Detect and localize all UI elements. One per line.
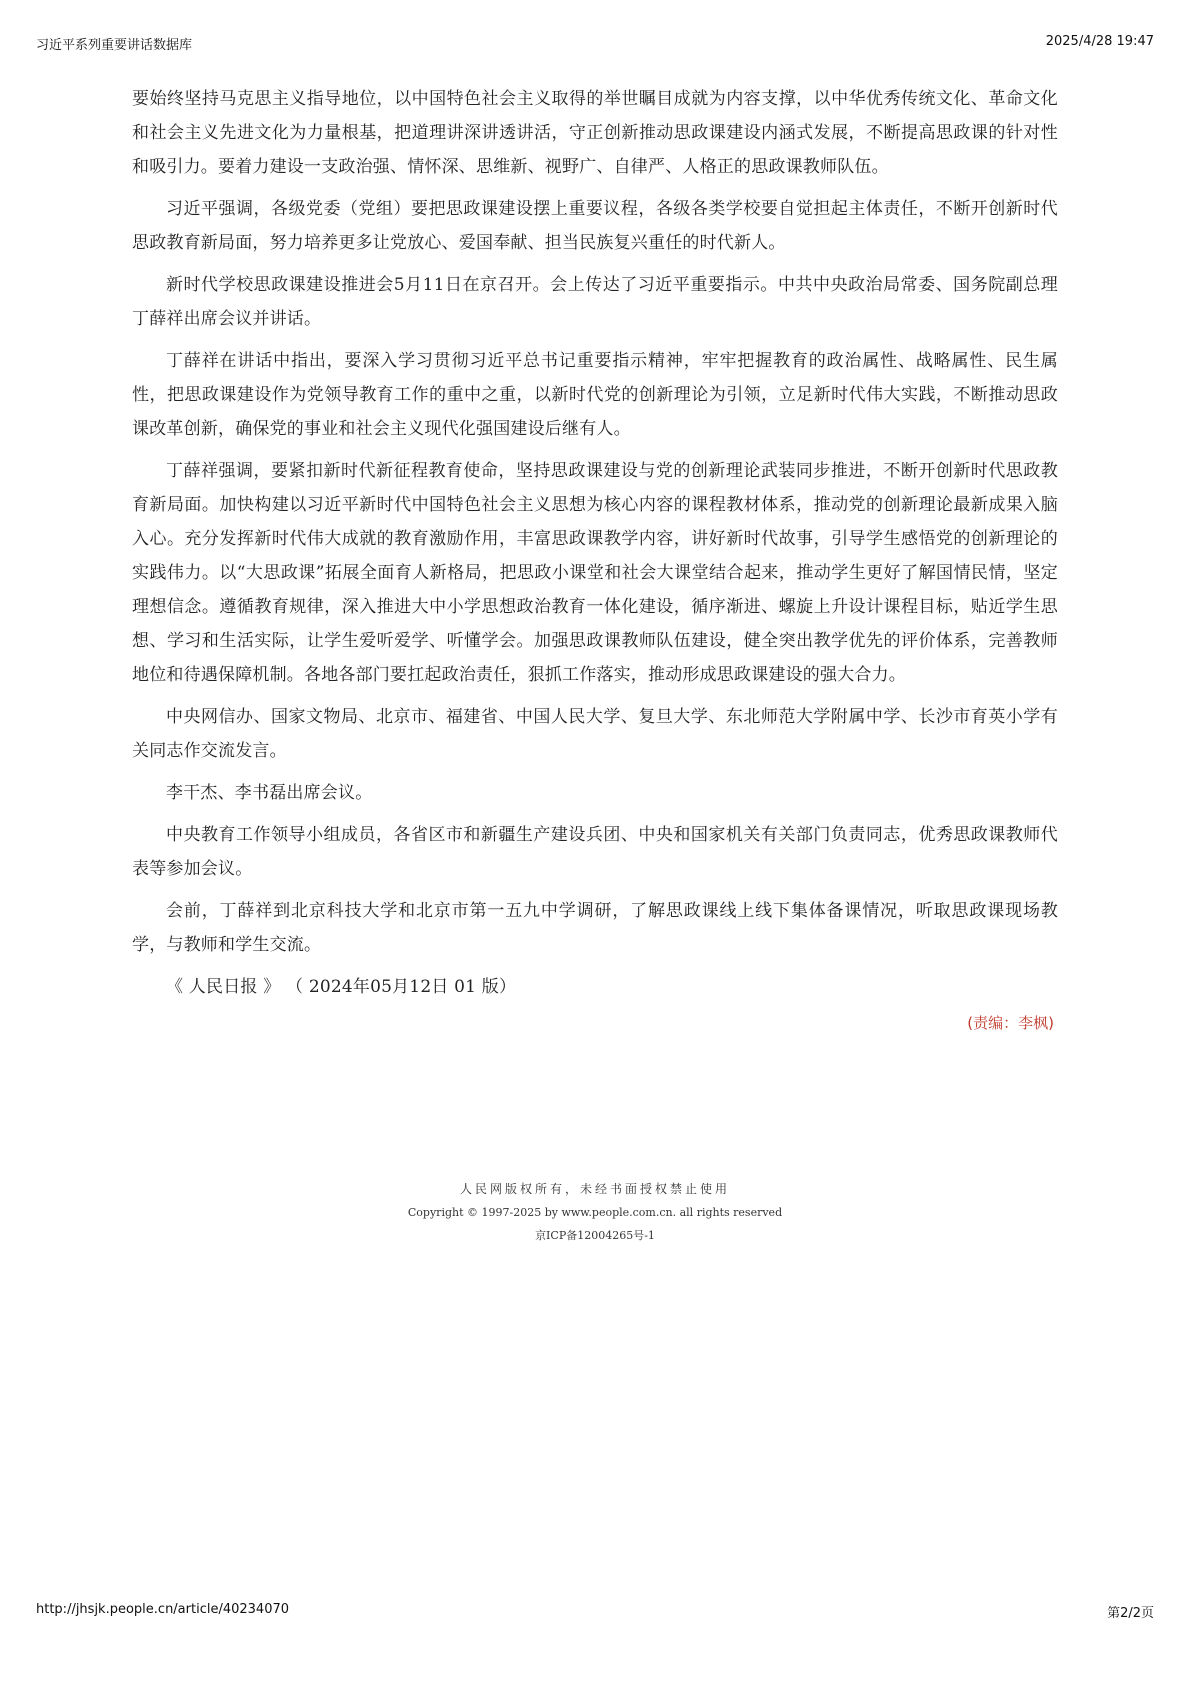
article-paragraph: 李干杰、李书磊出席会议。 [166,783,373,803]
icp-license: 京ICP备12004265号-1 [535,1229,655,1242]
print-footer [36,1602,1154,1621]
article-body [132,82,1058,1033]
people-site-link[interactable]: www.people.com.cn [561,1206,673,1219]
rights-notice: 人民网版权所有，未经书面授权禁止使用 [459,1182,730,1196]
print-header-datetime: 2025/4/28 19:47 [1045,34,1154,49]
print-header [36,34,1154,53]
article-paragraph: 中央网信办、国家文物局、北京市、福建省、中国人民大学、复旦大学、东北师范大学附属中学、长沙市育英小学有关同志作交流发言。 [132,707,1058,761]
copyright-line [0,1202,1190,1224]
article-paragraph: 丁薛祥在讲话中指出，要深入学习贯彻习近平总书记重要指示精神，牢牢把握教育的政治属性、战略属性、民生属性，把思政课建设作为党领导教育工作的重中之重，以新时代党的创新理论为引领，立足新时代伟大实践，不断推动思政课改革创新，确保党的事业和社会主义现代化强国建设后继有人。 [132,351,1058,439]
print-footer-url: http://jhsjk.people.cn/article/40234070 [36,1602,290,1617]
article-paragraph: 新时代学校思政课建设推进会5月11日在京召开。会上传达了习近平重要指示。中共中央政治局常委、国务院副总理丁薛祥出席会议并讲话。 [132,275,1058,329]
article-paragraph: 习近平强调，各级党委（党组）要把思政课建设摆上重要议程，各级各类学校要自觉担起主体责任，不断开创新时代思政教育新局面，努力培养更多让党放心、爱国奉献、担当民族复兴重任的时代新人。 [132,199,1058,253]
site-footer [0,1176,1190,1248]
copyright-suffix: . all rights reserved [672,1206,783,1219]
article-paragraph: 会前，丁薛祥到北京科技大学和北京市第一五九中学调研，了解思政课线上线下集体备课情况，听取思政课现场教学，与教师和学生交流。 [132,901,1058,955]
article-paragraph: 中央教育工作领导小组成员，各省区市和新疆生产建设兵团、中央和国家机关有关部门负责同志，优秀思政课教师代表等参加会议。 [132,825,1058,879]
article-source: 《 人民日报 》 （ 2024年05月12日 01 版） [166,977,517,997]
editor-credit: (责编：李枫) [967,1014,1054,1032]
copyright-prefix: Copyright © 1997-2025 by [407,1206,562,1219]
article-paragraph: 丁薛祥强调，要紧扣新时代新征程教育使命，坚持思政课建设与党的创新理论武装同步推进，不断开创新时代思政教育新局面。加快构建以习近平新时代中国特色社会主义思想为核心内容的课程教材体系，推动党的创新理论最新成果入脑入心。充分发挥新时代伟大成就的教育激励作用，丰富思政课教学内容，讲好新时代故事，引导学生感悟党的创新理论的实践伟力。以“大思政课”拓展全面育人新格局，把思政小课堂和社会大课堂结合起来，推动学生更好了解国情民情，坚定理想信念。遵循教育规律，深入推进大中小学思想政治教育一体化建设，循序渐进、螺旋上升设计课程目标，贴近学生思想、学习和生活实际，让学生爱听爱学、听懂学会。加强思政课教师队伍建设，健全突出教学优先的评价体系，完善教师地位和待遇保障机制。各地各部门要扛起政治责任，狠抓工作落实，推动形成思政课建设的强大合力。 [132,461,1058,685]
print-header-title: 习近平系列重要讲话数据库 [36,38,193,53]
print-footer-page: 第2/2页 [1107,1606,1154,1621]
article-paragraph: 要始终坚持马克思主义指导地位，以中国特色社会主义取得的举世瞩目成就为内容支撑，以中华优秀传统文化、革命文化和社会主义先进文化为力量根基，把道理讲深讲透讲活，守正创新推动思政课建设内涵式发展，不断提高思政课的针对性和吸引力。要着力建设一支政治强、情怀深、思维新、视野广、自律严、人格正的思政课教师队伍。 [132,89,1058,177]
